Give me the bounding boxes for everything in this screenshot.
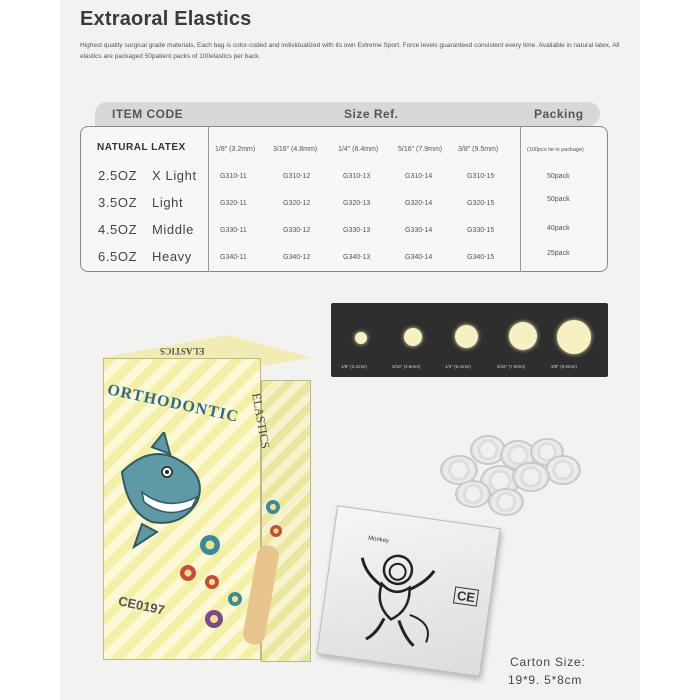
page-title: Extraoral Elastics xyxy=(80,8,252,30)
flower-icon xyxy=(205,575,219,589)
packing-value: 25pack xyxy=(547,250,570,257)
item-code: G340-14 xyxy=(405,254,433,261)
size-header: 1/4" (6.4mm) xyxy=(338,146,379,153)
ring-size-5 xyxy=(557,320,591,354)
row-strength: X Light xyxy=(152,168,197,183)
flower-icon xyxy=(205,610,223,628)
item-code: G310-12 xyxy=(283,173,311,180)
size-header: 3/8" (9.5mm) xyxy=(458,146,499,153)
strip-label: 1/4" (6.4mm) xyxy=(445,364,471,369)
elastic-ring xyxy=(455,480,491,508)
monkey-icon xyxy=(345,542,448,654)
item-code: G330-12 xyxy=(283,227,311,234)
item-code: G320-15 xyxy=(467,200,495,207)
row-strength: Light xyxy=(152,195,184,210)
flower-icon xyxy=(180,565,196,581)
row-oz: 6.5OZ xyxy=(98,249,138,264)
shark-illustration-icon xyxy=(112,432,212,552)
table-divider xyxy=(208,126,209,272)
packing-value: 50pack xyxy=(547,173,570,180)
size-header: 5/16" (7.9mm) xyxy=(398,146,443,153)
elastic-ring xyxy=(512,462,550,492)
strip-label: 3/8" (9.5mm) xyxy=(551,364,577,369)
item-code: G310-14 xyxy=(405,173,433,180)
item-code: G330-13 xyxy=(343,227,371,234)
carton-size-label: Carton Size: xyxy=(510,655,586,669)
row-oz: 2.5OZ xyxy=(98,168,138,183)
box-side-brand: ELASTICS xyxy=(249,392,273,450)
item-code: G310-13 xyxy=(343,173,371,180)
bag-ce-mark: CE xyxy=(453,586,479,606)
header-packing: Packing xyxy=(534,107,584,121)
box-ce-mark: CE0197 xyxy=(116,593,167,618)
item-code: G310-15 xyxy=(467,173,495,180)
flower-icon xyxy=(266,500,280,514)
flower-icon xyxy=(200,535,220,555)
table-divider xyxy=(520,126,521,272)
ring-size-3 xyxy=(455,325,478,348)
item-code: G320-13 xyxy=(343,200,371,207)
item-code: G330-14 xyxy=(405,227,433,234)
product-description: Highest quality surgical grade materials, Each bag is color-coded and individualized with its own Extreme Sport. Force levels guaranteed consistent every time. Available in natural latex, All elastics are packaged 50patient packs of 100elastics per back. xyxy=(80,42,620,60)
bag-label: Monkey xyxy=(367,535,390,545)
item-code: G340-15 xyxy=(467,254,495,261)
ring-size-4 xyxy=(509,322,537,350)
item-code: G340-13 xyxy=(343,254,371,261)
box-top-brand: ELASTICS xyxy=(160,346,205,356)
packing-value: 40pack xyxy=(547,225,570,232)
packing-note: (100pcs tie in package) xyxy=(527,147,584,153)
ring-size-1 xyxy=(355,332,367,344)
item-code: G320-14 xyxy=(405,200,433,207)
item-code: G330-15 xyxy=(467,227,495,234)
box-brand: ORTHODONTIC xyxy=(105,381,241,426)
strip-label: 5/16" (7.9mm) xyxy=(497,364,526,369)
row-strength: Middle xyxy=(152,222,194,237)
ring-size-2 xyxy=(404,328,422,346)
item-code: G320-12 xyxy=(283,200,311,207)
item-code: G310-11 xyxy=(220,173,247,180)
row-oz: 3.5OZ xyxy=(98,195,138,210)
item-code: G340-11 xyxy=(220,254,247,261)
row-strength: Heavy xyxy=(152,249,192,264)
flower-icon xyxy=(228,592,242,606)
size-header: 3/16" (4.8mm) xyxy=(273,146,318,153)
flower-icon xyxy=(270,525,282,537)
elastic-ring xyxy=(488,488,524,516)
row-oz: 4.5OZ xyxy=(98,222,138,237)
carton-size-value: 19*9. 5*8cm xyxy=(508,673,583,687)
header-item-code: ITEM CODE xyxy=(112,107,184,121)
material-label: NATURAL LATEX xyxy=(97,142,186,153)
item-code: G340-12 xyxy=(283,254,311,261)
strip-label: 1/8" (3.2mm) xyxy=(341,364,367,369)
packing-value: 50pack xyxy=(547,196,570,203)
strip-label: 3/16" (4.8mm) xyxy=(392,364,421,369)
header-size-ref: Size Ref. xyxy=(344,107,399,121)
item-code: G330-11 xyxy=(220,227,247,234)
elastic-ring xyxy=(545,455,581,485)
size-header: 1/8" (3.2mm) xyxy=(215,146,256,153)
item-code: G320-11 xyxy=(220,200,247,207)
